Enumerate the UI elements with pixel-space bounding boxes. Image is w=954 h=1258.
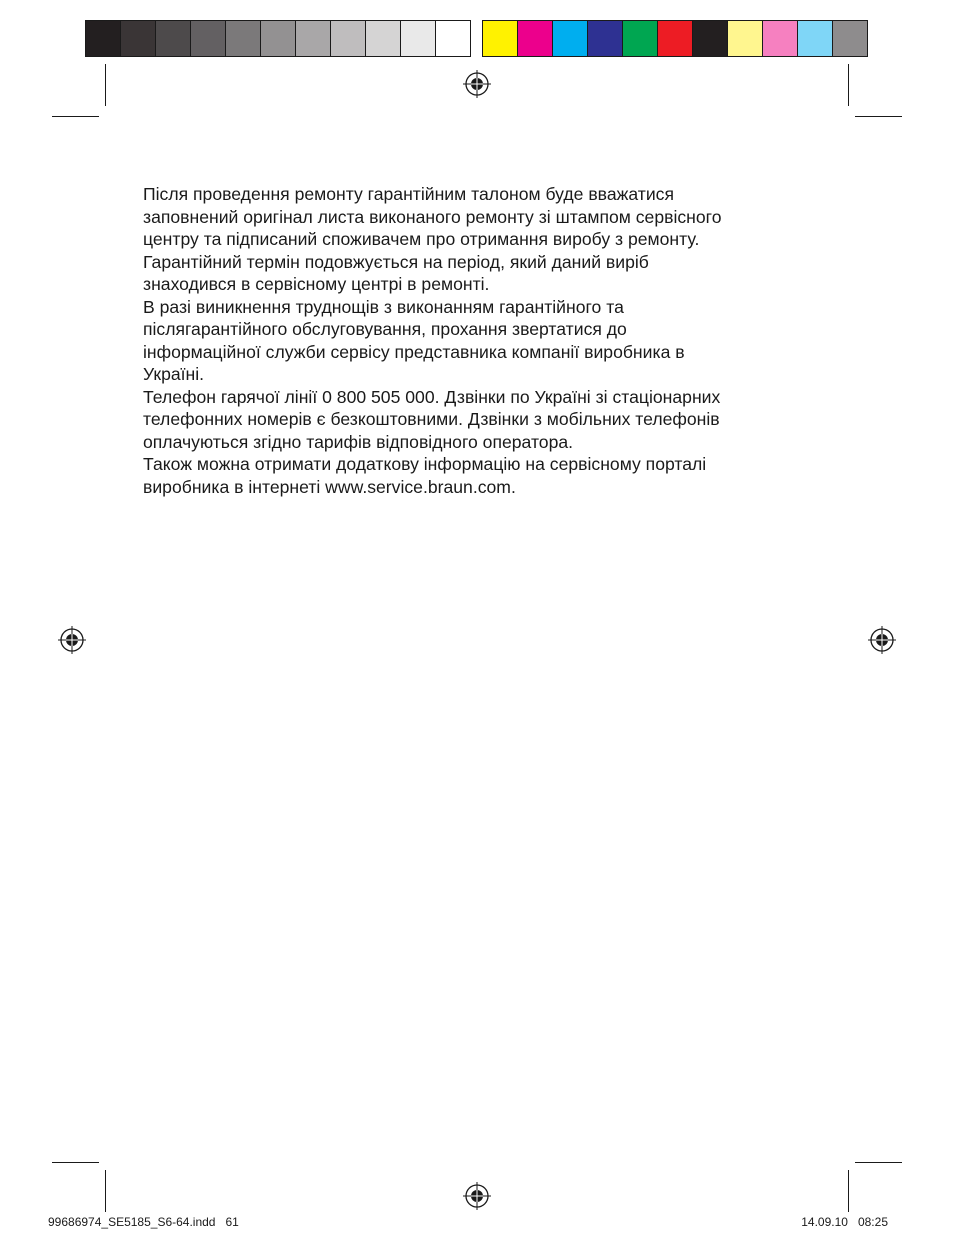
- gray-swatch: [331, 21, 366, 56]
- text-line: оплачуються згідно тарифів відповідного оператора.: [143, 431, 574, 452]
- crop-mark-top-left-vertical: [105, 64, 106, 106]
- text-line: Україні.: [143, 364, 205, 384]
- process-color-calibration-bar: [482, 20, 868, 57]
- process-color-swatch: [623, 21, 658, 56]
- text-line: знаходився в сервісному центрі в ремонті.: [143, 274, 490, 294]
- process-color-swatch: [588, 21, 623, 56]
- text-line: інформаційної служби сервісу представника компанії виробника в: [143, 341, 685, 362]
- process-color-swatch: [763, 21, 798, 56]
- crop-mark-top-right-horizontal: [855, 116, 902, 117]
- registration-target-icon: [58, 626, 86, 654]
- crop-mark-bottom-right-horizontal: [855, 1162, 902, 1163]
- text-line: В разі виникнення труднощів з виконанням гарантійного та: [143, 296, 624, 317]
- process-color-swatch: [483, 21, 518, 56]
- text-line: післягарантійного обслуговування, прохання звертатися до: [143, 319, 627, 339]
- text-line: телефонних номерів є безкоштовними. Дзвінки з мобільних телефонів: [143, 409, 720, 429]
- crop-mark-bottom-left-horizontal: [52, 1162, 99, 1163]
- text-line: заповнений оригінал листа виконаного ремонту зі штампом сервісного: [143, 206, 722, 227]
- gray-swatch: [226, 21, 261, 56]
- gray-swatch: [401, 21, 436, 56]
- gray-swatch: [261, 21, 296, 56]
- process-color-swatch: [798, 21, 833, 56]
- crop-mark-top-left-horizontal: [52, 116, 99, 117]
- gray-swatch: [191, 21, 226, 56]
- gray-swatch: [366, 21, 401, 56]
- text-line: Також можна отримати додаткову інформацію на сервісному порталі: [143, 454, 707, 474]
- warranty-text-block: [143, 183, 843, 498]
- process-color-swatch: [728, 21, 763, 56]
- gray-swatch: [86, 21, 121, 56]
- crop-mark-top-right-vertical: [848, 64, 849, 106]
- registration-target-icon: [463, 1182, 491, 1210]
- gray-swatch: [436, 21, 470, 56]
- text-line: виробника в інтернеті www.service.braun.com.: [143, 476, 516, 497]
- grayscale-calibration-bar: [85, 20, 471, 57]
- text-line: Після проведення ремонту гарантійним талоном буде вважатися: [143, 184, 674, 204]
- crop-mark-bottom-left-vertical: [105, 1170, 106, 1212]
- crop-mark-bottom-right-vertical: [848, 1170, 849, 1212]
- process-color-swatch: [833, 21, 867, 56]
- text-line: Телефон гарячої лінії 0 800 505 000. Дзвінки по Україні зі стаціонарних: [143, 386, 721, 407]
- gray-swatch: [296, 21, 331, 56]
- process-color-swatch: [553, 21, 588, 56]
- file-info-slug: 99686974_SE5185_S6-64.indd 61: [48, 1215, 239, 1229]
- process-color-swatch: [658, 21, 693, 56]
- text-line: центру та підписаний споживачем про отримання виробу з ремонту.: [143, 229, 700, 249]
- registration-target-icon: [463, 70, 491, 98]
- text-line: Гарантійний термін подовжується на період, який даний виріб: [143, 251, 649, 272]
- gray-swatch: [156, 21, 191, 56]
- gray-swatch: [121, 21, 156, 56]
- process-color-swatch: [693, 21, 728, 56]
- process-color-swatch: [518, 21, 553, 56]
- registration-target-icon: [868, 626, 896, 654]
- print-timestamp: 14.09.10 08:25: [801, 1215, 888, 1229]
